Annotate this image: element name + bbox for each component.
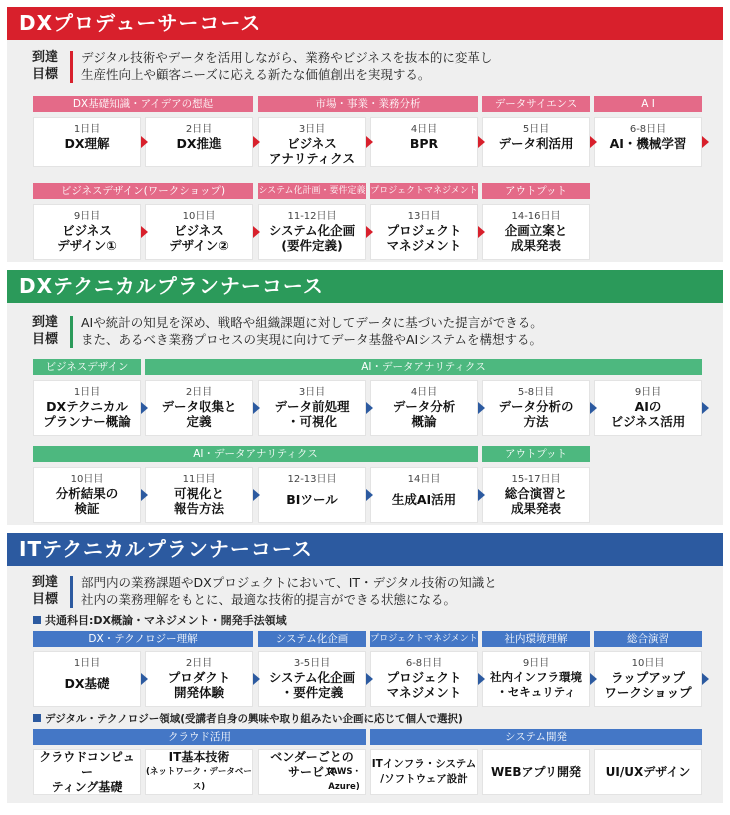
dx-producer-section	[7, 7, 723, 262]
arrow-right-icon	[590, 136, 597, 148]
arrow-right-icon	[141, 673, 148, 685]
course-card-day9[interactable]: 9日目 ビジネス デザイン①	[33, 204, 141, 260]
arrow-right-icon	[366, 489, 373, 501]
course-card-day10[interactable]: 10日目 ラップアップ ワークショップ	[594, 651, 702, 707]
elective-cloud-computing[interactable]: クラウドコンピュー ティング基礎	[33, 749, 141, 795]
it-technical-title: ITテクニカルプランナーコース	[7, 533, 723, 566]
band-ai-data-analytics: AI・データアナリティクス	[145, 359, 702, 375]
goal-label: 到達 目標	[32, 50, 59, 82]
arrow-right-icon	[590, 402, 597, 414]
goal-divider	[70, 51, 73, 83]
arrow-right-icon	[253, 136, 260, 148]
arrow-right-icon	[478, 226, 485, 238]
elective-subjects-label: デジタル・テクノロジー領域(受講者自身の興味や取り組みたい企画に応じて個人で選択)	[33, 712, 463, 726]
goal-divider	[70, 576, 73, 608]
course-card-day13[interactable]: 13日目 プロジェクト マネジメント	[370, 204, 478, 260]
course-card-day11[interactable]: 11日目 可視化と 報告方法	[145, 467, 253, 523]
course-card-day2[interactable]: 2日目 DX推進	[145, 117, 253, 167]
arrow-right-icon	[478, 402, 485, 414]
band-business-design: ビジネスデザイン	[33, 359, 141, 375]
arrow-right-icon	[253, 673, 260, 685]
arrow-right-icon	[141, 489, 148, 501]
arrow-right-icon	[366, 226, 373, 238]
course-card-day2[interactable]: 2日目 プロダクト 開発体験	[145, 651, 253, 707]
arrow-right-icon	[478, 673, 485, 685]
course-card-day9[interactable]: 9日目 社内インフラ環境 ・セキュリティ	[482, 651, 590, 707]
course-card-day11-12[interactable]: 11-12日目 システム化企画 (要件定義)	[258, 204, 366, 260]
band-system-planning: システム化計画・要件定義	[258, 183, 366, 199]
elective-ui-ux[interactable]: UI/UXデザイン	[594, 749, 702, 795]
band-cloud: クラウド活用	[33, 729, 366, 745]
course-card-day4[interactable]: 4日目 データ分析 概論	[370, 380, 478, 436]
goal-label: 到達 目標	[32, 315, 59, 347]
course-card-day1[interactable]: 1日目 DX基礎	[33, 651, 141, 707]
arrow-right-icon	[366, 402, 373, 414]
band-business-design: ビジネスデザイン(ワークショップ)	[33, 183, 253, 199]
arrow-right-icon	[590, 673, 597, 685]
elective-vendor-services[interactable]: ベンダーごとの サービス (AWS・Azure)	[258, 749, 366, 795]
course-card-day10[interactable]: 10日目 ビジネス デザイン②	[145, 204, 253, 260]
elective-it-basics[interactable]: IT基本技術 (ネットワーク・データベース)	[145, 749, 253, 795]
it-goal	[32, 574, 497, 608]
arrow-right-icon	[478, 489, 485, 501]
band-output: アウトプット	[482, 446, 590, 462]
square-bullet-icon	[33, 616, 41, 624]
arrow-right-icon	[253, 489, 260, 501]
course-card-day10[interactable]: 10日目 分析結果の 検証	[33, 467, 141, 523]
arrow-right-icon	[141, 402, 148, 414]
goal-text: AIや統計の知見を深め、戦略や組織課題に対してデータに基づいた提言ができる。 また、あるべき業務プロセスの実現に向けてデータ基盤やAIシステムを構想する。	[81, 315, 543, 347]
course-card-day2[interactable]: 2日目 データ収集と 定義	[145, 380, 253, 436]
arrow-right-icon	[478, 136, 485, 148]
band-ai: A I	[594, 96, 702, 112]
arrow-right-icon	[702, 402, 709, 414]
band-dx-tech: DX・テクノロジー理解	[33, 631, 253, 647]
course-card-day3[interactable]: 3日目 ビジネス アナリティクス	[258, 117, 366, 167]
arrow-right-icon	[702, 136, 709, 148]
dx-producer-title: DXプロデューサーコース	[7, 7, 723, 40]
course-card-day3[interactable]: 3日目 データ前処理 ・可視化	[258, 380, 366, 436]
arrow-right-icon	[366, 136, 373, 148]
course-card-day9[interactable]: 9日目 AIの ビジネス活用	[594, 380, 702, 436]
arrow-right-icon	[253, 226, 260, 238]
arrow-right-icon	[141, 226, 148, 238]
technical-goal	[32, 314, 543, 348]
band-output: アウトプット	[482, 183, 590, 199]
dx-technical-title: DXテクニカルプランナーコース	[7, 270, 723, 303]
arrow-right-icon	[253, 402, 260, 414]
course-card-day12-13[interactable]: 12-13日目 BIツール	[258, 467, 366, 523]
course-card-day15-17[interactable]: 15-17日目 総合演習と 成果発表	[482, 467, 590, 523]
it-technical-section	[7, 533, 723, 803]
arrow-right-icon	[141, 136, 148, 148]
elective-infra-design[interactable]: ITインフラ・システム /ソフトウェア設計	[370, 749, 478, 795]
course-card-day14[interactable]: 14日目 生成AI活用	[370, 467, 478, 523]
course-card-day6-8[interactable]: 6-8日目 AI・機械学習	[594, 117, 702, 167]
band-dx-basics: DX基礎知識・アイデアの想起	[33, 96, 253, 112]
band-comprehensive-exercise: 総合演習	[594, 631, 702, 647]
dx-producer-goal	[32, 49, 492, 83]
band-project-management: プロジェクトマネジメント	[370, 183, 478, 199]
goal-divider	[70, 316, 73, 348]
course-card-day6-8[interactable]: 6-8日目 プロジェクト マネジメント	[370, 651, 478, 707]
band-ai-data-analytics-2: AI・データアナリティクス	[33, 446, 478, 462]
course-card-day1[interactable]: 1日目 DXテクニカル プランナー概論	[33, 380, 141, 436]
goal-text: デジタル技術やデータを活用しながら、業務やビジネスを抜本的に変革し 生産性向上や顧客ニーズに応える新たな価値創出を実現する。	[81, 50, 493, 82]
square-bullet-icon	[33, 714, 41, 722]
band-internal-environment: 社内環境理解	[482, 631, 590, 647]
band-system-planning: システム化企画	[258, 631, 366, 647]
course-card-day1[interactable]: 1日目 DX理解	[33, 117, 141, 167]
band-market-analysis: 市場・事業・業務分析	[258, 96, 478, 112]
goal-label: 到達 目標	[32, 575, 59, 607]
goal-text: 部門内の業務課題やDXプロジェクトにおいて、IT・デジタル技術の知識と 社内の業務理解をもとに、最適な技術的提言ができる状態になる。	[81, 575, 497, 607]
dx-technical-section	[7, 270, 723, 525]
course-card-day5-8[interactable]: 5-8日目 データ分析の 方法	[482, 380, 590, 436]
band-project-management: プロジェクトマネジメント	[370, 631, 478, 647]
course-card-day4[interactable]: 4日目 BPR	[370, 117, 478, 167]
band-data-science: データサイエンス	[482, 96, 590, 112]
common-subjects-label: 共通科目:DX概論・マネジメント・開発手法領域	[33, 614, 287, 628]
arrow-right-icon	[366, 673, 373, 685]
elective-web-app[interactable]: WEBアプリ開発	[482, 749, 590, 795]
course-card-day3-5[interactable]: 3-5日目 システム化企画 ・要件定義	[258, 651, 366, 707]
arrow-right-icon	[702, 673, 709, 685]
band-system-development: システム開発	[370, 729, 702, 745]
course-card-day5[interactable]: 5日目 データ利活用	[482, 117, 590, 167]
course-card-day14-16[interactable]: 14-16日目 企画立案と 成果発表	[482, 204, 590, 260]
